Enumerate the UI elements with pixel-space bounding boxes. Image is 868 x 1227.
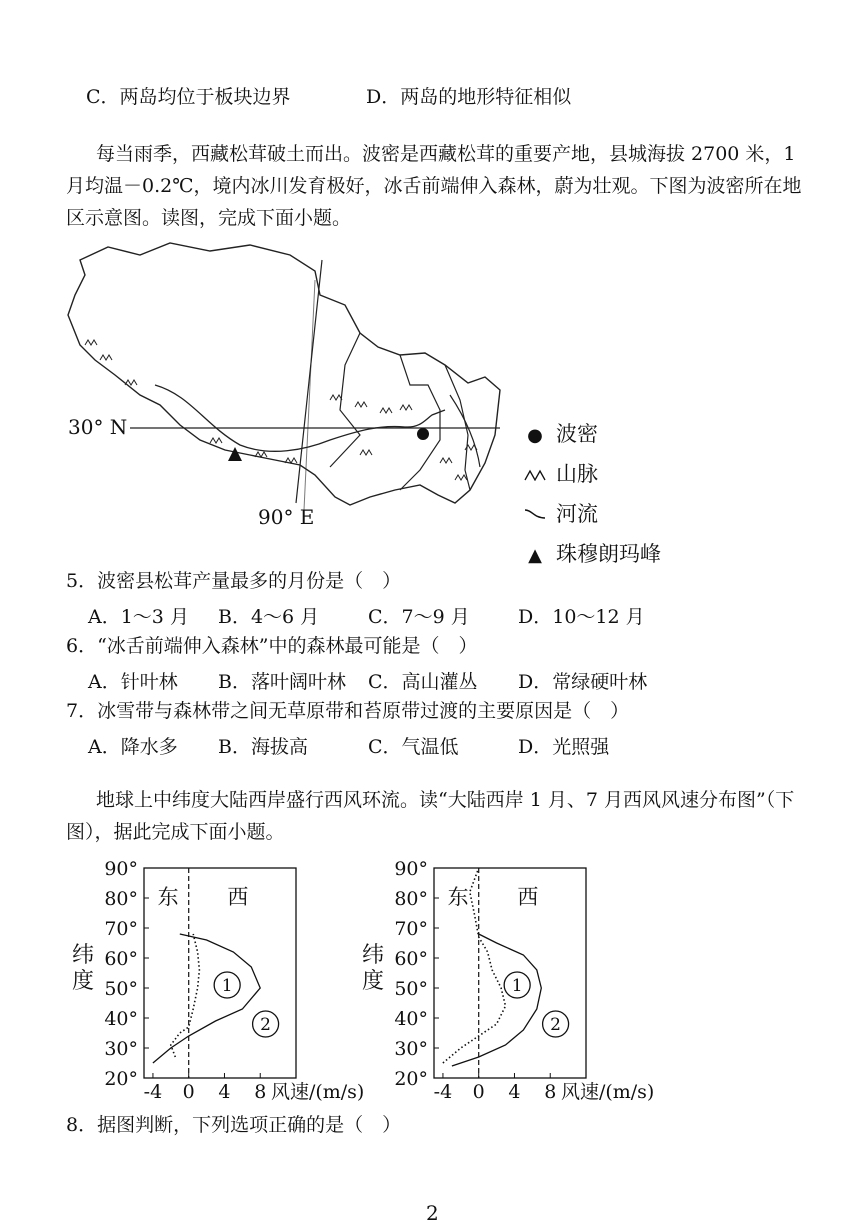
question-7-stem: 7．冰雪带与森林带之间无草原带和苔原带过渡的主要原因是（ ）	[66, 700, 630, 722]
y-tick-label: 60°	[104, 948, 138, 970]
wind-speed-chart-1	[60, 850, 390, 1110]
y-tick-label: 30°	[394, 1038, 428, 1060]
legend-item-everest: ▲ 珠穆朗玛峰	[522, 538, 661, 568]
region-label-east: 东	[447, 885, 469, 909]
region-label-west: 西	[517, 885, 539, 909]
series-line-2	[452, 934, 541, 1066]
wind-speed-chart-2	[350, 850, 680, 1110]
series-label-2: 2	[260, 1015, 272, 1035]
prev-option-c: C．两岛均位于板块边界	[86, 86, 291, 108]
prev-option-d: D．两岛的地形特征相似	[366, 86, 572, 108]
y-axis-label: 度	[72, 969, 95, 994]
region-label-east: 东	[157, 885, 179, 909]
series-label-2: 2	[550, 1015, 562, 1035]
meridian-90e	[296, 260, 322, 503]
y-tick-label: 90°	[104, 858, 138, 880]
dot-icon: ●	[527, 425, 543, 446]
lat-label: 30° N	[68, 415, 128, 439]
bomi-region-map	[60, 235, 520, 535]
x-tick-label: -4	[433, 1081, 453, 1103]
y-tick-label: 60°	[394, 948, 428, 970]
x-tick-label: 4	[218, 1081, 231, 1103]
y-axis-label: 纬	[362, 943, 385, 968]
q6-option-a: A．针叶林	[88, 671, 178, 693]
mountain-icon	[522, 465, 548, 486]
y-axis-label: 度	[362, 969, 385, 994]
x-tick-label: 8	[544, 1081, 557, 1103]
y-tick-label: 40°	[104, 1008, 138, 1030]
q5-option-d: D．10～12 月	[518, 606, 645, 628]
y-axis-label: 纬	[72, 943, 95, 968]
lon-label: 90° E	[258, 505, 315, 529]
page-number: 2	[426, 1201, 439, 1225]
legend-item-bomi: ● 波密	[522, 418, 598, 448]
q5-option-b: B．4～6 月	[218, 606, 320, 628]
legend-item-river: 河流	[522, 498, 598, 528]
y-tick-label: 50°	[394, 978, 428, 1000]
series-label-1: 1	[511, 976, 523, 996]
y-tick-label: 40°	[394, 1008, 428, 1030]
q7-option-c: C．气温低	[368, 736, 459, 758]
x-tick-label: 0	[182, 1081, 195, 1103]
q7-option-d: D．光照强	[518, 736, 610, 758]
y-tick-label: 30°	[104, 1038, 138, 1060]
legend-item-mountain: 山脉	[522, 458, 598, 488]
y-tick-label: 90°	[394, 858, 428, 880]
x-tick-label: 4	[508, 1081, 521, 1103]
y-tick-label: 70°	[104, 918, 138, 940]
region-outline	[68, 243, 500, 505]
series-line-2	[153, 934, 260, 1063]
x-tick-label: -4	[143, 1081, 163, 1103]
q6-option-b: B．落叶阔叶林	[218, 671, 346, 693]
everest-marker	[228, 447, 242, 461]
series-label-1: 1	[221, 976, 233, 996]
triangle-icon: ▲	[528, 545, 542, 566]
q7-option-a: A．降水多	[88, 736, 178, 758]
question-5-stem: 5．波密县松茸产量最多的月份是（ ）	[66, 570, 402, 592]
passage-2: 地球上中纬度大陆西岸盛行西风环流。读“大陆西岸 1 月、7 月西风风速分布图”（下图），据此完成下面小题。	[66, 789, 795, 843]
question-6-stem: 6．“冰舌前端伸入森林”中的森林最可能是（ ）	[66, 635, 478, 657]
river-icon	[522, 505, 548, 526]
x-tick-label: 8	[254, 1081, 267, 1103]
x-tick-label: 0	[472, 1081, 485, 1103]
q6-option-c: C．高山灌丛	[368, 671, 478, 693]
question-8-stem: 8．据图判断，下列选项正确的是（ ）	[66, 1114, 402, 1136]
y-tick-label: 70°	[394, 918, 428, 940]
y-tick-label: 80°	[104, 888, 138, 910]
passage-1: 每当雨季，西藏松茸破土而出。波密是西藏松茸的重要产地，县城海拔 2700 米，1 月均温－0.2℃，境内冰川发育极好，冰舌前端伸入森林，蔚为壮观。下图为波密所在地区示意图。读图，完成下面小题。	[66, 143, 802, 229]
mountain-symbols	[85, 340, 477, 480]
y-tick-label: 20°	[394, 1068, 428, 1090]
q6-option-d: D．常绿硬叶林	[518, 671, 648, 693]
y-tick-label: 50°	[104, 978, 138, 1000]
q5-option-c: C．7～9 月	[368, 606, 470, 628]
q5-option-a: A．1～3 月	[88, 606, 189, 628]
y-tick-label: 80°	[394, 888, 428, 910]
bomi-marker	[417, 428, 429, 440]
x-axis-label: 风速/(m/s)	[270, 1081, 365, 1103]
river-line	[155, 385, 445, 451]
x-axis-label: 风速/(m/s)	[560, 1081, 655, 1103]
region-label-west: 西	[227, 885, 249, 909]
y-tick-label: 20°	[104, 1068, 138, 1090]
q7-option-b: B．海拔高	[218, 736, 308, 758]
